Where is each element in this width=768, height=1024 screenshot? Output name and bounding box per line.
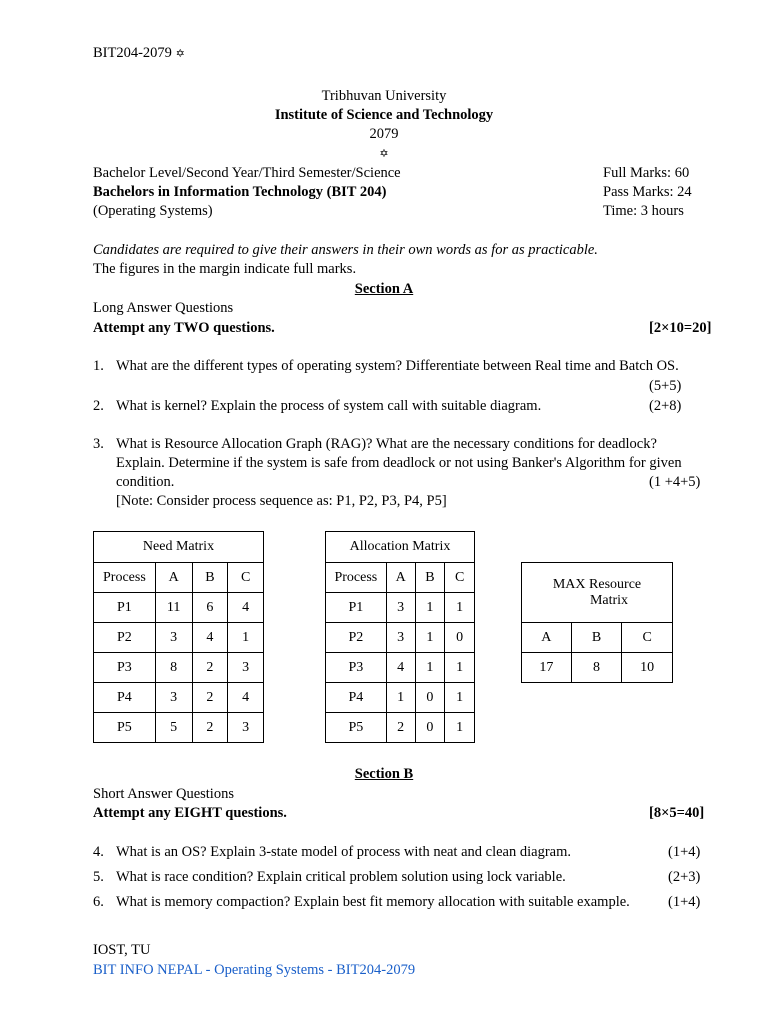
program-line: Bachelors in Information Technology (BIT 204)	[93, 184, 387, 200]
instruction-line-2: The figures in the margin indicate full marks.	[93, 261, 357, 277]
full-marks: Full Marks: 60	[603, 165, 690, 181]
question-text: What is memory compaction? Explain best fit memory allocation with suitable example.	[116, 894, 630, 910]
table-cell: 3	[228, 653, 264, 683]
need-matrix-title: Need Matrix	[94, 532, 264, 563]
table-cell: P4	[94, 683, 156, 713]
table-header: B	[571, 623, 622, 653]
table-row	[94, 683, 264, 713]
level-line: Bachelor Level/Second Year/Third Semester/Science	[93, 165, 401, 181]
subject-line: (Operating Systems)	[93, 203, 213, 219]
table-cell: 3	[386, 593, 415, 623]
university-name: Tribhuvan University	[321, 88, 447, 104]
table-cell: 5	[155, 713, 192, 743]
section-b-marks: [8×5=40]	[649, 805, 705, 821]
table-header: A	[522, 623, 572, 653]
table-cell: P3	[326, 653, 387, 683]
table-cell: 1	[415, 653, 445, 683]
institute-name: Institute of Science and Technology	[274, 107, 494, 123]
question-number: 4.	[93, 844, 104, 860]
table-cell: 8	[155, 653, 192, 683]
question-note: [Note: Consider process sequence as: P1, P2, P3, P4, P5]	[116, 493, 447, 509]
max-resource-table	[521, 562, 673, 683]
section-a-title: Section A	[354, 281, 414, 297]
table-cell: 17	[522, 653, 572, 683]
table-cell: P5	[94, 713, 156, 743]
table-row	[326, 713, 475, 743]
question-text: What is race condition? Explain critical problem solution using lock variable.	[116, 869, 566, 885]
table-cell: P1	[326, 593, 387, 623]
table-header: Process	[326, 563, 387, 593]
star-of-david-icon: ✡	[175, 47, 185, 60]
table-header: C	[445, 563, 475, 593]
question-number: 1.	[93, 358, 104, 374]
max-resource-title-line-2: Matrix	[589, 592, 629, 608]
table-cell: P5	[326, 713, 387, 743]
table-cell: 0	[415, 713, 445, 743]
section-a-attempt: Attempt any TWO questions.	[93, 320, 275, 336]
question-number: 5.	[93, 869, 104, 885]
allocation-matrix-table	[325, 531, 475, 743]
table-cell: 1	[228, 623, 264, 653]
section-b-subtitle: Short Answer Questions	[93, 786, 234, 802]
table-row	[94, 653, 264, 683]
allocation-matrix-title: Allocation Matrix	[326, 532, 475, 563]
pass-marks: Pass Marks: 24	[603, 184, 692, 200]
table-row	[94, 713, 264, 743]
table-row	[94, 623, 264, 653]
table-row	[326, 593, 475, 623]
table-cell: 10	[622, 653, 673, 683]
question-text-line-3: condition.	[116, 474, 175, 490]
table-cell: P3	[94, 653, 156, 683]
footer-link[interactable]: BIT INFO NEPAL - Operating Systems - BIT204-2079	[93, 962, 416, 978]
table-cell: 2	[192, 683, 228, 713]
table-cell: 0	[445, 623, 475, 653]
table-cell: 1	[415, 623, 445, 653]
max-resource-title-line-1: MAX Resource	[552, 576, 642, 592]
table-cell: 1	[445, 653, 475, 683]
section-a-subtitle: Long Answer Questions	[93, 300, 234, 316]
question-marks: (2+8)	[649, 398, 682, 414]
section-a-marks: [2×10=20]	[649, 320, 712, 336]
table-cell: 2	[386, 713, 415, 743]
question-marks: (1+4)	[668, 844, 701, 860]
table-cell: 1	[386, 683, 415, 713]
question-marks: (2+3)	[668, 869, 701, 885]
table-cell: 6	[192, 593, 228, 623]
table-header: A	[155, 563, 192, 593]
table-header: Process	[94, 563, 156, 593]
section-b-attempt: Attempt any EIGHT questions.	[93, 805, 287, 821]
table-cell: 2	[192, 653, 228, 683]
table-cell: 3	[386, 623, 415, 653]
table-cell: 1	[415, 593, 445, 623]
table-row	[94, 593, 264, 623]
footer-org: IOST, TU	[93, 942, 151, 958]
time-allowed: Time: 3 hours	[603, 203, 684, 219]
paper-code-text: BIT204-2079	[93, 45, 172, 61]
table-cell: P2	[94, 623, 156, 653]
table-cell: 4	[192, 623, 228, 653]
question-number: 6.	[93, 894, 104, 910]
section-b-title: Section B	[354, 766, 414, 782]
table-header: C	[228, 563, 264, 593]
exam-year: 2079	[369, 126, 399, 142]
table-cell: 3	[228, 713, 264, 743]
star-of-david-icon: ✡	[379, 147, 389, 160]
table-header: C	[622, 623, 673, 653]
table-cell: P1	[94, 593, 156, 623]
question-text-line-1: What is Resource Allocation Graph (RAG)? What are the necessary conditions for deadlock?	[116, 436, 657, 452]
table-cell: 8	[571, 653, 622, 683]
table-row	[326, 623, 475, 653]
table-cell: 4	[228, 593, 264, 623]
table-cell: 1	[445, 683, 475, 713]
table-cell: 1	[445, 593, 475, 623]
instruction-line-1: Candidates are required to give their answers in their own words as for as practicable.	[93, 242, 598, 258]
question-text: What are the different types of operating system? Differentiate between Real time and Batch OS.	[116, 358, 679, 374]
table-row	[522, 653, 673, 683]
table-row	[326, 653, 475, 683]
question-text: What is an OS? Explain 3-state model of process with neat and clean diagram.	[116, 844, 571, 860]
question-number: 2.	[93, 398, 104, 414]
need-matrix-table	[93, 531, 264, 743]
paper-code	[93, 44, 185, 63]
question-marks: (1+4)	[668, 894, 701, 910]
table-cell: 4	[386, 653, 415, 683]
table-header: B	[415, 563, 445, 593]
table-cell: 11	[155, 593, 192, 623]
table-cell: 3	[155, 623, 192, 653]
table-cell: 4	[228, 683, 264, 713]
table-row	[326, 683, 475, 713]
question-number: 3.	[93, 436, 104, 452]
question-text: What is kernel? Explain the process of system call with suitable diagram.	[116, 398, 542, 414]
question-text-line-2: Explain. Determine if the system is safe from deadlock or not using Banker's Algorithm for given	[116, 455, 682, 471]
max-resource-title	[522, 563, 673, 623]
table-cell: P2	[326, 623, 387, 653]
question-marks: (1 +4+5)	[649, 474, 701, 490]
table-header: A	[386, 563, 415, 593]
table-cell: 1	[445, 713, 475, 743]
table-cell: 0	[415, 683, 445, 713]
table-header: B	[192, 563, 228, 593]
table-cell: P4	[326, 683, 387, 713]
question-marks: (5+5)	[649, 378, 682, 394]
table-cell: 2	[192, 713, 228, 743]
table-cell: 3	[155, 683, 192, 713]
